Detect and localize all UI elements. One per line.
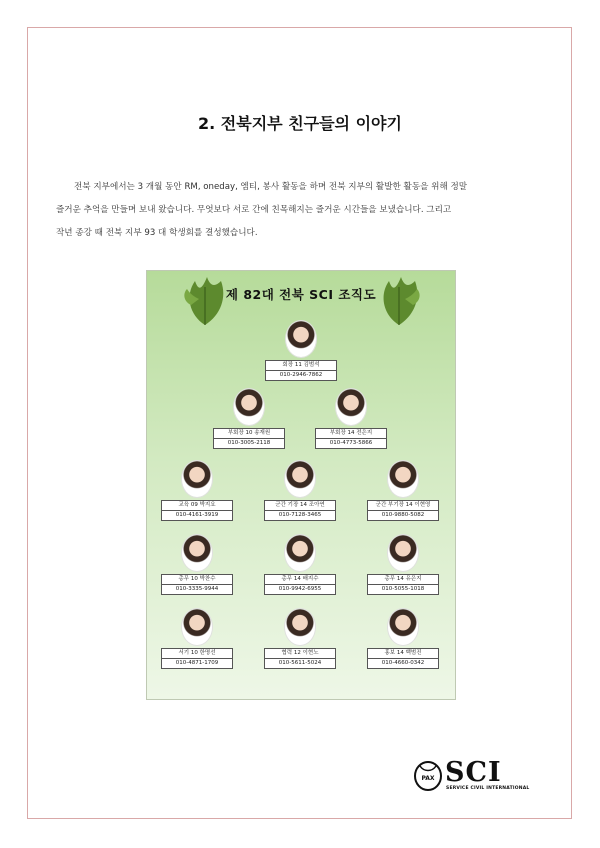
member-role: 협력 12 이현노: [281, 650, 319, 656]
member-card: [161, 609, 233, 669]
avatar: [285, 535, 315, 571]
member-card: [264, 461, 336, 521]
member-role: 총무 14 유은지: [384, 576, 422, 582]
member-phone: 010-5055-1018: [368, 584, 438, 594]
avatar: [336, 389, 366, 425]
member-phone: 010-4773-5866: [316, 438, 386, 448]
logo-emblem-text: PAX: [421, 775, 435, 782]
org-chart: [146, 270, 456, 700]
member-card: [367, 609, 439, 669]
member-role: 부회장 14 전은지: [329, 430, 373, 436]
avatar: [388, 535, 418, 571]
member-card: [213, 389, 285, 449]
intro-paragraph: [56, 176, 546, 245]
section-heading: 2. 전북지부 친구들의 이야기: [198, 114, 402, 133]
member-card: [161, 461, 233, 521]
member-phone: 010-4660-0342: [368, 658, 438, 668]
member-phone: 010-4161-3919: [162, 510, 232, 520]
member-card: [367, 535, 439, 595]
member-phone: 010-9942-6955: [265, 584, 335, 594]
member-role: 부회장 10 송재원: [227, 430, 271, 436]
member-role: 홍보 14 백범진: [384, 650, 422, 656]
member-card: [264, 535, 336, 595]
logo-text: SCI: [445, 757, 502, 788]
avatar: [388, 609, 418, 645]
member-phone: 010-3005-2118: [214, 438, 284, 448]
avatar: [234, 389, 264, 425]
avatar: [388, 461, 418, 497]
member-role: 총무 10 박찬수: [178, 576, 216, 582]
member-phone: 010-3335-9944: [162, 584, 232, 594]
avatar: [182, 609, 212, 645]
member-phone: 010-5611-5024: [265, 658, 335, 668]
member-role: 교육 09 박지요: [178, 502, 216, 508]
member-phone: 010-7128-3465: [265, 510, 335, 520]
paragraph-line: 즐거운 추억을 만들며 보내 왔습니다. 무엇보다 서로 간에 친목해지는 즐거운 시간들을 보냈습니다. 그리고: [56, 205, 452, 215]
member-role: 서기 10 한명선: [178, 650, 216, 656]
member-phone: 010-9880-5082: [368, 510, 438, 520]
member-phone: 010-4871-1709: [162, 658, 232, 668]
member-card: [315, 389, 387, 449]
avatar: [182, 535, 212, 571]
member-role: 군간 부기장 14 이현영: [375, 502, 431, 508]
org-chart-title: 제 82대 전북 SCI 조직도: [225, 287, 377, 302]
member-card: [265, 321, 337, 381]
member-role: 회장 11 김범석: [282, 362, 320, 368]
member-card: [161, 535, 233, 595]
member-card: [264, 609, 336, 669]
member-role: 군간 기장 14 조아연: [275, 502, 325, 508]
member-role: 총무 14 배지수: [281, 576, 319, 582]
member-card: [367, 461, 439, 521]
avatar: [182, 461, 212, 497]
logo-subtitle: SERVICE CIVIL INTERNATIONAL: [446, 786, 530, 791]
member-phone: 010-2946-7862: [266, 370, 336, 380]
paragraph-line: 전북 지부에서는 3 개월 동안 RM, oneday, 엠티, 봉사 활동을 하며 전북 지부의 활발한 활동을 위해 정말: [74, 182, 468, 192]
avatar: [285, 609, 315, 645]
paragraph-line: 작년 종강 때 전북 지부 93 대 학생회를 결성했습니다.: [56, 228, 258, 238]
avatar: [286, 321, 316, 357]
avatar: [285, 461, 315, 497]
